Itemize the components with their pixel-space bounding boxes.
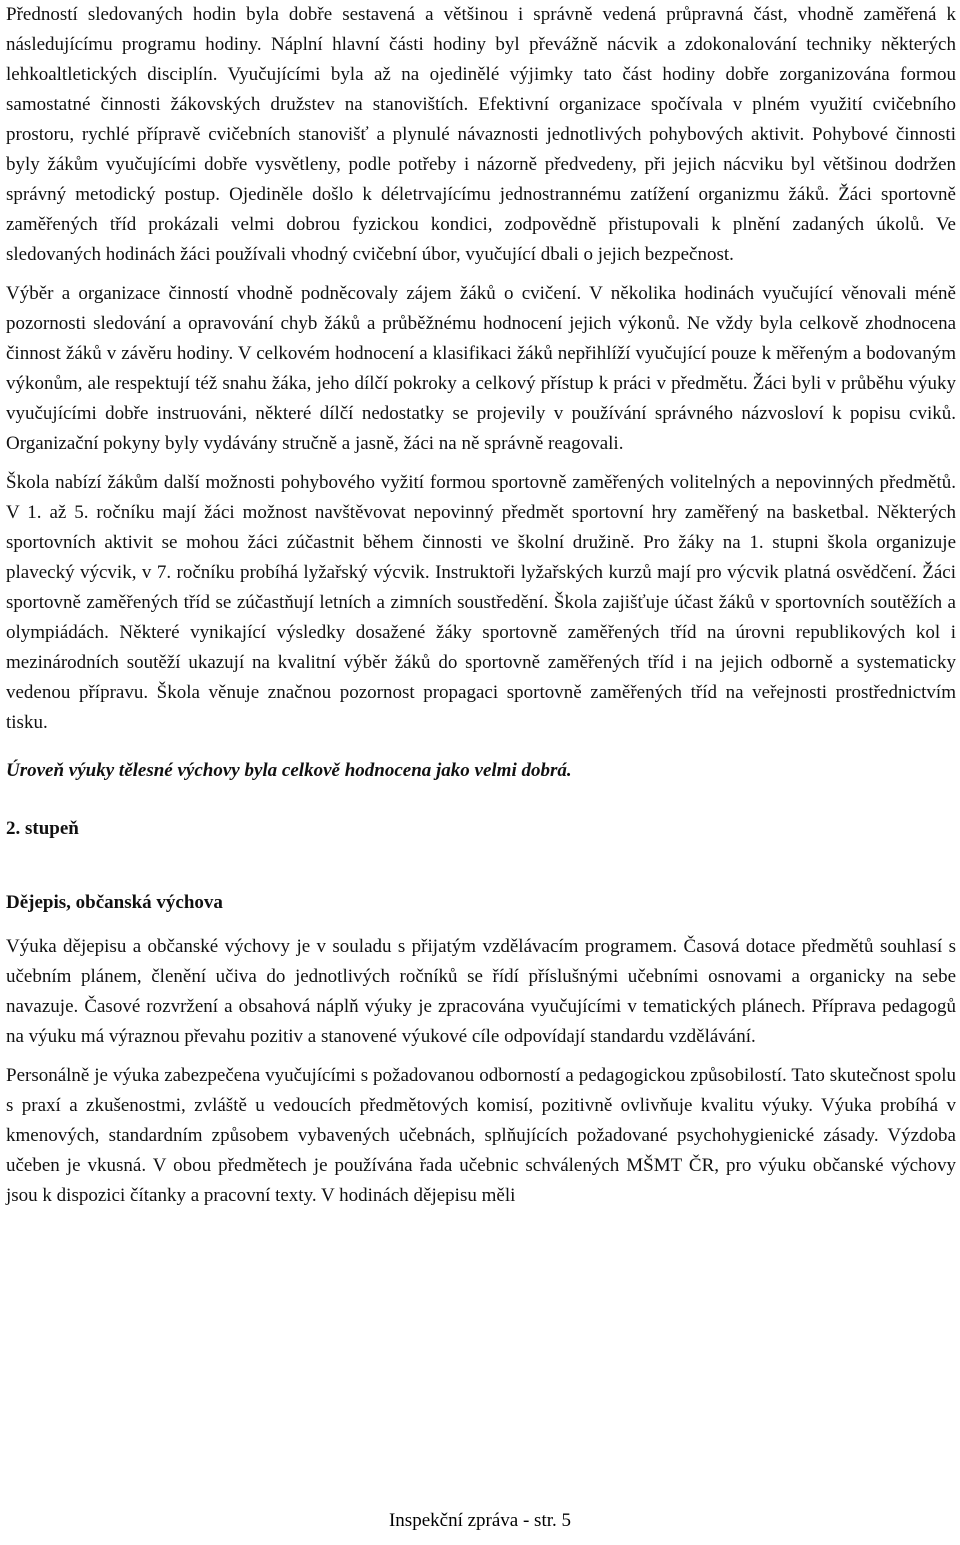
history-paragraph-curriculum: Výuka dějepisu a občanské výchovy je v souladu s přijatým vzdělávacím programem. Časová dotace předmětů souhlasí s učebním plánem, členění učiva do jednotlivých ročníků se řídí příslušnými učebními osnovami a organicky na sebe navazuje. Časové rozvržení a obsahová náplň výuky je zpracována vyučujícími v tematických plánech. Příprava pedagogů na výuku má výraznou převahu pozitiv a stanovené výukové cíle odpovídají standardu vzdělávání. — [6, 936, 956, 1047]
pe-paragraph-activities: Výběr a organizace činností vhodně podněcovaly zájem žáků o cvičení. V několika hodinách vyučující věnovali méně pozornosti sledování a opravování chyb žáků a průběžnému hodnocení jejich výkonů. Ne vždy byla celkově zhodnocena činnost žáků v závěru hodiny. V celkovém hodnocení a klasifikaci žáků nepřihlíží vyučující pouze k měřeným a bodovaným výkonům, ale respektují též snahu žáka, jeho dílčí pokroky a celkový přístup k práci v předmětu. Žáci byli v průběhu výuky vyučujícími dobře instruováni, některé dílčí nedostatky se projevily v používání správného názvosloví k popisu cviků. Organizační pokyny byly vydávány stručně a jasně, žáci na ně správně reagovali. — [6, 283, 956, 454]
page-footer: Inspekční zpráva - str. 5 — [388, 1510, 572, 1531]
pe-paragraph-lesson-structure: Předností sledovaných hodin byla dobře sestavená a většinou i správně vedená průpravná část, vhodně zaměřená k následujícímu programu hodiny. Náplní hlavní části hodiny byl převážně nácvik a zdokonalování techniky některých lehkoaltletických disciplín. Vyučujícími byla až na ojedinělé výjimky tato část hodiny dobře zorganizována formou samostatné činnosti žákovských družstev na stanovištích. Efektivní organizace spočívala v plném využití cvičebního prostoru, rychlé přípravě cvičebních stanovišť a plynulé návaznosti jednotlivých pohybových aktivit. Pohybové činnosti byly žákům vyučujícími dobře vysvětleny, podle potřeby i názorně předvedeny, při jejich nácviku byl většinou dodržen správný metodický postup. Ojediněle došlo k déletrvajícímu jednostrannému zatížení organizmu žáků. Žáci sportovně zaměřených tříd prokázali velmi dobrou fyzickou kondici, zodpovědně přistupovali k plnění zadaných úkolů. Ve sledovaných hodinách žáci používali vhodný cvičební úbor, vyučující dbali o jejich bezpečnost. — [6, 4, 956, 265]
history-paragraph-staffing: Personálně je výuka zabezpečena vyučujícími s požadovanou odborností a pedagogickou způsobilostí. Tato skutečnost spolu s praxí a zkušenostmi, zvláště u vedoucích předmětových komisí, pozitivně ovlivňuje kvalitu výuky. Výuka probíhá v kmenových, standardním způsobem vybavených učebnách, splňujících požadované psychohygienické zásady. Výzdoba učeben je vkusná. V obou předmětech je používána řada učebnic schválených MŠMT ČR, pro výuku občanské výchovy jsou k dispozici čítanky a pracovní texty. V hodinách dějepisu měli — [6, 1065, 956, 1206]
pe-conclusion: Úroveň výuky tělesné výchovy byla celkově hodnocena jako velmi dobrá. — [6, 760, 572, 781]
subject-heading: Dějepis, občanská výchova — [6, 892, 223, 913]
section-heading-stage: 2. stupeň — [6, 818, 79, 839]
pe-paragraph-extra-sports: Škola nabízí žákům další možnosti pohybového vyžití formou sportovně zaměřených volitelných a nepovinných předmětů. V 1. až 5. ročníku mají žáci možnost navštěvovat nepovinný předmět sportovní hry zaměřený na basketbal. Některých sportovních aktivit se mohou žáci zúčastnit během činnosti ve školní družině. Pro žáky na 1. stupni škola organizuje plavecký výcvik, v 7. ročníku probíhá lyžařský výcvik. Instruktoři lyžařských kurzů mají pro výcvik platná osvědčení. Žáci sportovně zaměřených tříd se zúčastňují letních a zimních soustředění. Škola zajišťuje účast žáků v sportovních soutěžích a olympiádách. Některé vynikající výsledky dosažené žáky sportovně zaměřených tříd na úrovni republikových kol i mezinárodních soutěží ukazují na kvalitní výběr žáků do sportovně zaměřených tříd i na jejich odborně a systematicky vedenou přípravu. Škola věnuje značnou pozornost propagaci sportovně zaměřených tříd na veřejnosti prostřednictvím tisku. — [6, 472, 956, 733]
